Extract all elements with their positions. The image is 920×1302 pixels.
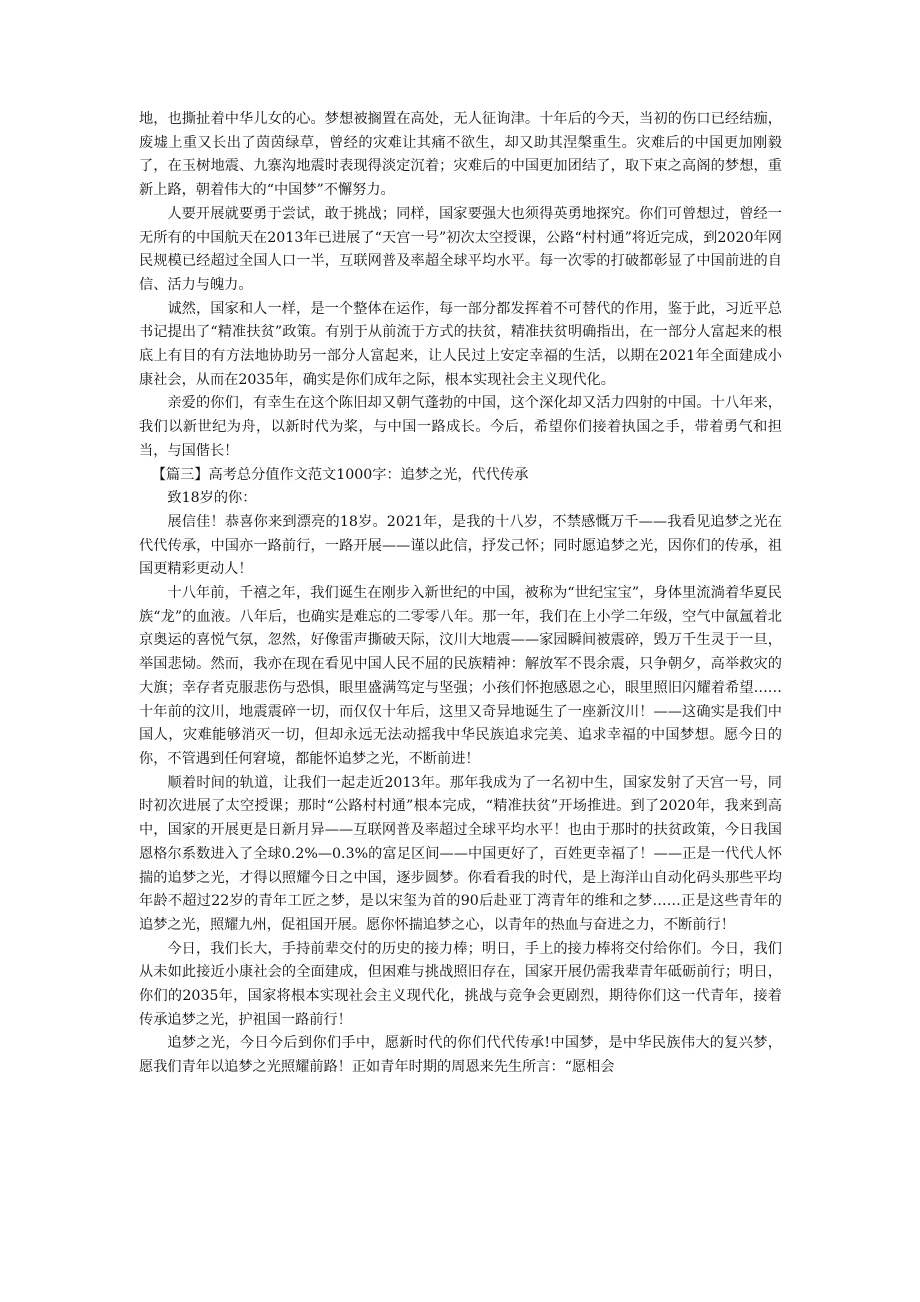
document-page	[139, 108, 782, 1080]
letter-salutation: 致18岁的你：	[167, 490, 257, 507]
paragraph-dream-light: 追梦之光，今日今后到你们手中，愿新时代的你们代代传承!中国梦，是中华民族伟大的复兴梦，愿我们青年以追梦之光照耀前路！正如青年时期的周恩来先生所言：“愿相会	[139, 1035, 782, 1076]
paragraph-exploration: 人要开展就要勇于尝试，敢于挑战；同样，国家要强大也须得英勇地探究。你们可曾想过，曾经一无所有的中国航天在2013年已进展了“天宫一号”初次太空授课，公路“村村通”将近完成，到2020年网民规模已经超过全国人口一半，互联网普及率超全球平均水平。每一次零的打破都彰显了中国前进的自信、活力与魄力。	[139, 205, 782, 293]
paragraph-greeting: 展信佳！恭喜你来到漂亮的18岁。2021年，是我的十八岁，不禁感慨万千——我看见追梦之光在代代传承，中国亦一路前行，一路开展——谨以此信，抒发己怀；同时愿追梦之光，因你们的传承，祖国更精彩更动人！	[139, 513, 782, 578]
paragraph-poverty-alleviation: 诚然，国家和人一样，是一个整体在运作，每一部分都发挥着不可替代的作用，鉴于此，习近平总书记提出了“精准扶贫”政策。有别于从前流于方式的扶贫，精准扶贫明确指出，在一部分人富起来的根底上有目的有方法地协助另一部分人富起来，让人民过上安定幸福的生活，以期在2021年全面建成小康社会，从而在2035年，确实是你们成年之际，根本实现社会主义现代化。	[139, 300, 782, 388]
section-heading: 【篇三】高考总分值作文范文1000字：追梦之光，代代传承	[151, 466, 529, 483]
paragraph-eighteen-years-ago: 十八年前，千禧之年，我们诞生在刚步入新世纪的中国，被称为“世纪宝宝”，身体里流淌着华夏民族“龙”的血液。八年后，也确实是难忘的二零零八年。那一年，我们在上小学二年级，空气中氤氲着北京奥运的喜悦气氛，忽然，好像雷声撕破天际，汶川大地震——家园瞬间被震碎，毁万千生灵于一旦，举国悲恸。然而，我亦在现在看见中国人民不屈的民族精神：解放军不畏余震，只争朝夕，高举救灾的大旗；幸存者克服悲伤与恐惧，眼里盛满笃定与坚强；小孩们怀抱感恩之心，眼里照旧闪耀着希望……十年前的汶川，地震震碎一切，而仅仅十年后，这里又奇异地诞生了一座新汶川！——这确实是我们中国人，灾难能够消灭一切，但却永远无法动摇我中华民族追求完美、追求幸福的中国梦想。愿今日的你，不管遇到任何窘境，都能怀追梦之光，不断前进！	[139, 585, 782, 767]
paragraph-relay-baton: 今日，我们长大，手持前辈交付的历史的接力棒；明日，手上的接力棒将交付给你们。今日，我们从未如此接近小康社会的全面建成，但困难与挑战照旧存在，国家开展仍需我辈青年砥砺前行；明日，你们的2035年，国家将根本实现社会主义现代化，挑战与竞争会更剧烈，期待你们这一代青年，接着传承追梦之光，护祖国一路前行！	[139, 940, 782, 1028]
paragraph-closing-wish: 亲爱的你们，有幸生在这个陈旧却又朝气蓬勃的中国，这个深化却又活力四射的中国。十八年来，我们以新世纪为舟，以新时代为桨，与中国一路成长。今后，希望你们接着执国之手，带着勇气和担当，与国偕长！	[139, 395, 782, 459]
paragraph-timeline: 顺着时间的轨道，让我们一起走近2013年。那年我成为了一名初中生，国家发射了天宫一号，同时初次进展了太空授课；那时“公路村村通”根本完成，“精准扶贫”开场推进。到了2020年，我来到高中，国家的开展更是日新月异——互联网普及率超过全球平均水平！也由于那时的扶贫政策，今日我国恩格尔系数进入了全球0.2%—0.3%的富足区间——中国更好了，百姓更幸福了！——正是一代代人怀揣的追梦之光，才得以照耀今日之中国，逐步圆梦。你看看我的时代，是上海洋山自动化码头那些平均年龄不超过22岁的青年工匠之梦，是以宋玺为首的90后赴亚丁湾青年的维和之梦……正是这些青年的追梦之光，照耀九州，促祖国开展。愿你怀揣追梦之心，以青年的热血与奋进之力，不断前行！	[139, 774, 782, 933]
paragraph-intro-continuation: 地，也撕扯着中华儿女的心。梦想被搁置在高处，无人征询津。十年后的今天，当初的伤口已经结痂，废墟上重又长出了茵茵绿草，曾经的灾难让其痛不欲生，却又助其涅槃重生。灾难后的中国更加刚毅了，在玉树地震、九寨沟地震时表现得淡定沉着；灾难后的中国更加团结了，取下束之高阁的梦想，重新上路，朝着伟大的“中国梦”不懈努力。	[139, 111, 782, 199]
